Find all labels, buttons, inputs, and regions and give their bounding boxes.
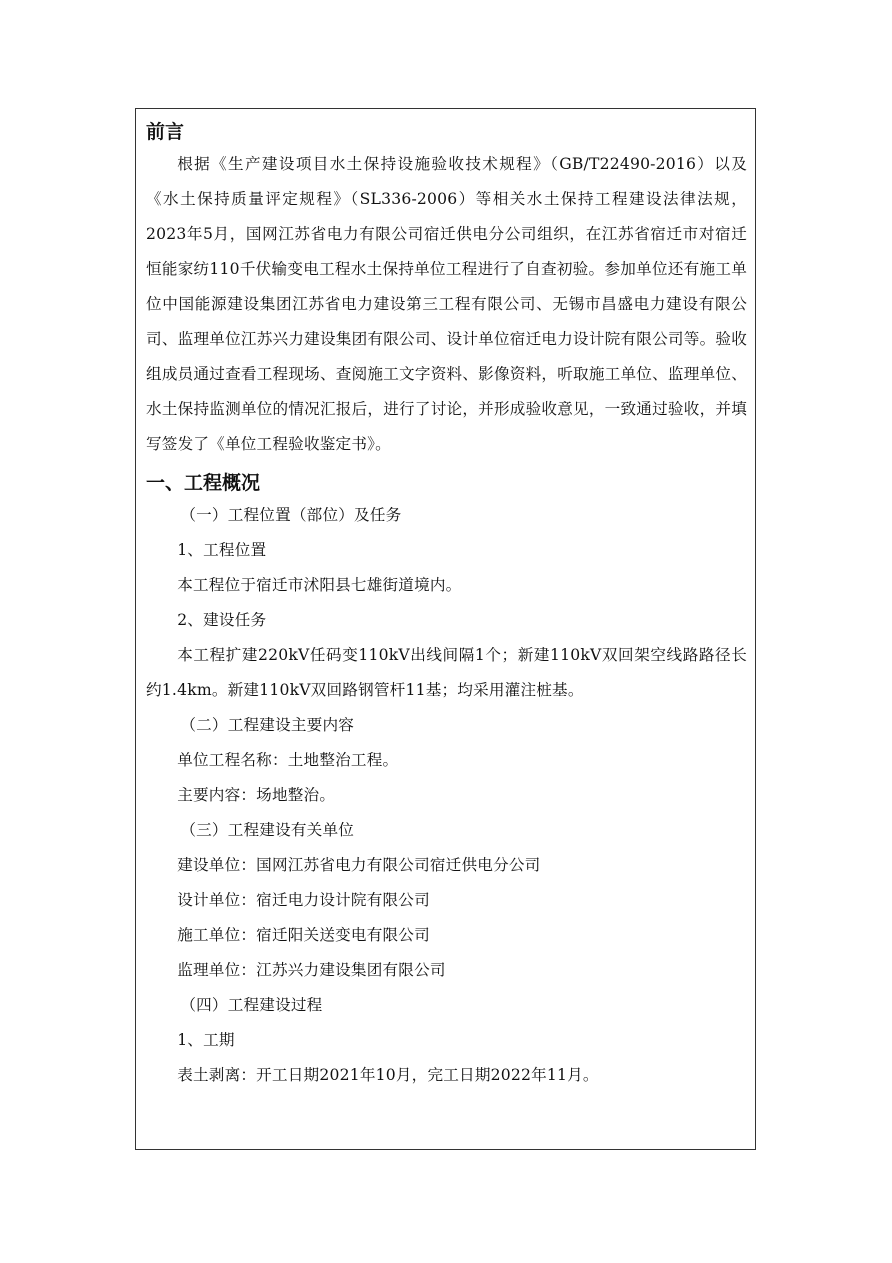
constructor-unit: 施工单位：宿迁阳关送变电有限公司 xyxy=(177,926,430,944)
subsection-content-title: （二）工程建设主要内容 xyxy=(180,716,355,734)
subsection-units-title: （三）工程建设有关单位 xyxy=(180,821,355,839)
document-content xyxy=(146,117,747,1093)
period-title: 1、工期 xyxy=(177,1031,235,1049)
item-task-title: 2、建设任务 xyxy=(177,611,267,629)
unit-project-name: 单位工程名称：土地整治工程。 xyxy=(177,751,399,769)
period-text: 表土剥离：开工日期2021年10月，完工日期2022年11月。 xyxy=(177,1066,599,1084)
supervisor-unit: 监理单位：江苏兴力建设集团有限公司 xyxy=(177,961,446,979)
document-frame xyxy=(135,108,756,1150)
item-location-title: 1、工程位置 xyxy=(177,541,267,559)
subsection-location-title: （一）工程位置（部位）及任务 xyxy=(180,506,402,524)
subsection-process-title: （四）工程建设过程 xyxy=(180,996,323,1014)
item-location-text: 本工程位于宿迁市沭阳县七雄街道境内。 xyxy=(177,576,462,594)
builder-unit: 建设单位：国网江苏省电力有限公司宿迁供电分公司 xyxy=(177,856,541,874)
main-content: 主要内容：场地整治。 xyxy=(177,786,336,804)
preface-heading: 前言 xyxy=(146,121,185,143)
section-overview-heading: 一、工程概况 xyxy=(146,472,261,494)
item-task-text: 本工程扩建220kV任码变110kV出线间隔1个；新建110kV双回架空线路路径长约1.4km。新建110kV双回路钢管杆11基；均采用灌注桩基。 xyxy=(146,646,747,699)
preface-paragraph: 根据《生产建设项目水土保持设施验收技术规程》（GB/T22490-2016）以及《水土保持质量评定规程》（SL336-2006）等相关水土保持工程建设法律法规，2023年5月，国网江苏省电力有限公司宿迁供电分公司组织，在江苏省宿迁市对宿迁恒能家纺110千伏输变电工程水土保持单位工程进行了自查初验。参加单位还有施工单位中国能源建设集团江苏省电力建设第三工程有限公司、无锡市昌盛电力建设有限公司、监理单位江苏兴力建设集团有限公司、设计单位宿迁电力设计院有限公司等。验收组成员通过查看工程现场、查阅施工文字资料、影像资料，听取施工单位、监理单位、水土保持监测单位的情况汇报后，进行了讨论，并形成验收意见，一致通过验收，并填写签发了《单位工程验收鉴定书》。 xyxy=(146,155,747,453)
designer-unit: 设计单位：宿迁电力设计院有限公司 xyxy=(177,891,430,909)
